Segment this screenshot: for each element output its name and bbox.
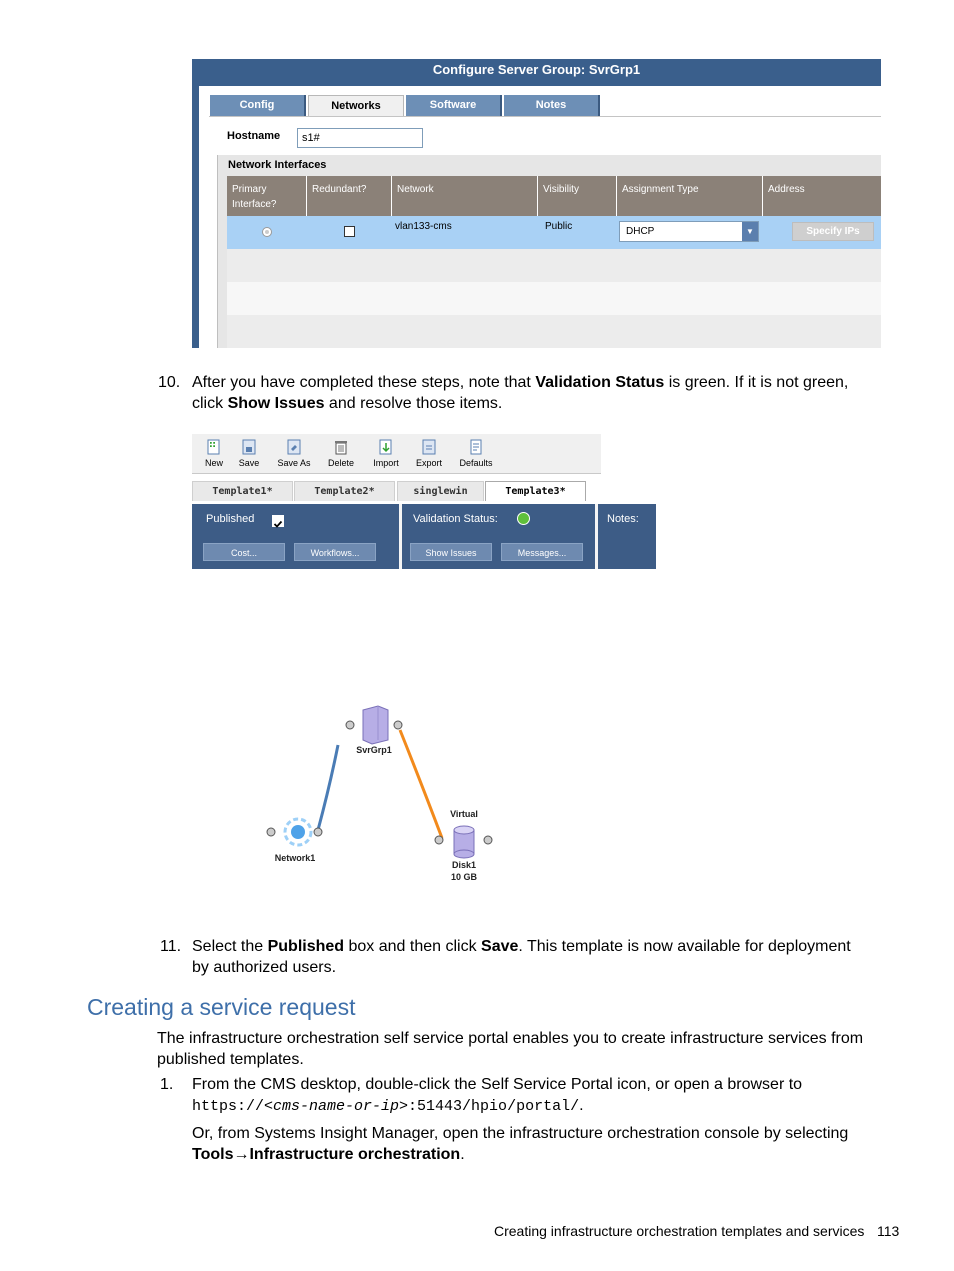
infrastructure-orchestration-menu: Infrastructure orchestration (249, 1146, 461, 1163)
step-1-text: From the CMS desktop, double-click the Self Service Portal icon, or open a browser to https://<cms-name-or-ip>:51443/hpio/portal/. (192, 1076, 803, 1115)
step-11-text-1: Select the (192, 938, 268, 955)
configure-server-group-screenshot (192, 59, 881, 348)
import-icon (378, 438, 394, 456)
page-number: 113 (877, 1223, 900, 1239)
save-term: Save (481, 938, 519, 955)
step-11-text-3: . This template is now available for deployment (518, 938, 851, 955)
tab-notes[interactable]: Notes (504, 95, 600, 116)
intro-line-2: published templates. (157, 1051, 304, 1068)
save-as-icon (286, 438, 302, 456)
step-11-text-4: by authorized users. (192, 959, 337, 976)
section-heading: Creating a service request (87, 994, 356, 1020)
show-issues-button[interactable]: Show Issues (410, 543, 492, 561)
url-prefix: https:// (192, 1098, 265, 1115)
tab-software[interactable]: Software (406, 95, 502, 116)
network-label: Network1 (274, 853, 316, 863)
validation-ok-icon (517, 512, 530, 525)
assignment-type-value: DHCP (626, 226, 655, 237)
table-row[interactable] (227, 216, 881, 249)
validation-status-label: Validation Status: (413, 513, 498, 525)
dialog-left-border (192, 86, 199, 348)
save-icon (241, 438, 257, 456)
disk-size-label: 10 GB (450, 872, 477, 882)
export-icon (421, 438, 437, 456)
step-1-line-1: From the CMS desktop, double-click the Self Service Portal icon, or open a browser to (192, 1076, 803, 1093)
disk-name-label: Disk1 (451, 860, 477, 870)
save-as-label: Save As (277, 458, 311, 468)
step-1-alt-text: Or, from Systems Insight Manager, open the infrastructure orchestration console by selecting Tools→Infrastructure orchestration. (192, 1125, 849, 1163)
published-term: Published (267, 938, 345, 955)
new-button[interactable] (194, 438, 234, 468)
table-row (227, 315, 881, 348)
storage-link (400, 730, 442, 838)
step-11-number: 11. (160, 938, 182, 955)
disk-port-right[interactable] (484, 836, 492, 844)
cost-button[interactable]: Cost... (203, 543, 285, 561)
new-icon (206, 438, 222, 456)
tools-menu: Tools (192, 1146, 234, 1163)
checkmark-icon (273, 519, 283, 529)
export-label: Export (415, 458, 442, 468)
network-port-left[interactable] (267, 828, 275, 836)
defaults-label: Defaults (459, 458, 493, 468)
step-10-text-2: is green. If it is not green, (664, 374, 849, 391)
published-checkbox[interactable] (272, 515, 284, 527)
import-label: Import (373, 458, 399, 468)
step-1-line-3: Or, from Systems Insight Manager, open the infrastructure orchestration console by selecting (192, 1125, 849, 1142)
step-11-text-2: box and then click (344, 938, 482, 955)
specify-ips-button[interactable]: Specify IPs (792, 222, 874, 241)
server-icon[interactable] (363, 706, 388, 744)
primary-interface-radio[interactable] (262, 227, 272, 237)
step-10-text-3: click (192, 395, 228, 412)
server-port-right[interactable] (394, 721, 402, 729)
template-toolbar (192, 434, 601, 474)
col-address: Address (768, 184, 805, 195)
disk-type-label: Virtual (450, 809, 478, 819)
tab-networks[interactable]: Networks (308, 95, 404, 116)
panel-divider (399, 504, 402, 569)
menu-arrow: → (233, 1146, 250, 1163)
table-row (227, 282, 881, 315)
hostname-input[interactable]: s1# (297, 128, 423, 148)
step-1-number: 1. (160, 1076, 174, 1093)
url-variable: <cms-name-or-ip> (264, 1098, 409, 1115)
save-label: Save (238, 458, 260, 468)
url-suffix: :51443/hpio/portal/ (408, 1098, 580, 1115)
template-editor-screenshot (192, 434, 656, 569)
col-network: Network (392, 176, 538, 216)
template-tabs (192, 481, 656, 503)
save-as-button[interactable] (273, 438, 315, 468)
template-diagram (260, 700, 520, 890)
network-cell: vlan133-cms (395, 221, 452, 232)
defaults-icon (468, 438, 484, 456)
export-button[interactable] (409, 438, 449, 468)
tab-config[interactable]: Config (210, 95, 306, 116)
delete-label: Delete (327, 458, 354, 468)
col-assignment-type: Assignment Type (617, 176, 763, 216)
workflows-button[interactable]: Workflows... (294, 543, 376, 561)
messages-button[interactable]: Messages... (501, 543, 583, 561)
visibility-cell: Public (545, 221, 573, 232)
network-interfaces-title: Network Interfaces (228, 159, 327, 171)
chevron-down-icon[interactable]: ▼ (742, 222, 758, 241)
network-interfaces-header (227, 176, 881, 216)
step-10-number: 10. (158, 374, 181, 391)
page-footer: Creating infrastructure orchestration templates and services (494, 1223, 865, 1239)
col-redundant: Redundant? (307, 176, 392, 216)
step-11-text (192, 936, 902, 978)
network-port-right[interactable] (314, 828, 322, 836)
tab-template2[interactable]: Template2* (294, 481, 395, 501)
server-label: SvrGrp1 (356, 745, 392, 755)
step-10-text (192, 372, 892, 414)
disk-icon[interactable] (454, 826, 474, 858)
tab-singlewin[interactable]: singlewin (397, 481, 484, 501)
table-row (227, 249, 881, 282)
trash-icon (333, 438, 349, 456)
network-link (318, 745, 338, 830)
col-visibility: Visibility (538, 176, 617, 216)
intro-line-1: The infrastructure orchestration self service portal enables you to create infrastructure services from (157, 1030, 864, 1047)
validation-status-term: Validation Status (535, 374, 665, 391)
disk-port-left[interactable] (435, 836, 443, 844)
step-10-text-1: After you have completed these steps, note that (192, 374, 536, 391)
dialog-title: Configure Server Group: SvrGrp1 (192, 59, 881, 87)
import-button[interactable] (366, 438, 406, 468)
assignment-type-select[interactable] (619, 221, 759, 242)
tab-underline (209, 116, 881, 117)
tab-template1[interactable]: Template1* (192, 481, 293, 501)
network-icon[interactable] (285, 819, 311, 845)
save-button[interactable] (229, 438, 269, 468)
panel-divider (595, 504, 598, 569)
new-label: New (204, 458, 223, 468)
redundant-checkbox[interactable] (344, 226, 355, 237)
delete-button[interactable] (321, 438, 361, 468)
show-issues-term: Show Issues (227, 395, 325, 412)
template-properties-panel (192, 504, 656, 569)
portal-url (192, 1098, 579, 1115)
hostname-label: Hostname (227, 130, 281, 142)
defaults-button[interactable] (456, 438, 496, 468)
server-port-left[interactable] (346, 721, 354, 729)
notes-label: Notes: (607, 513, 639, 525)
intro-paragraph (157, 1028, 917, 1070)
step-10-text-4: and resolve those items. (324, 395, 503, 412)
col-primary: Primary Interface? (227, 176, 307, 216)
published-label: Published (206, 513, 255, 525)
tab-template3[interactable]: Template3* (485, 481, 586, 501)
